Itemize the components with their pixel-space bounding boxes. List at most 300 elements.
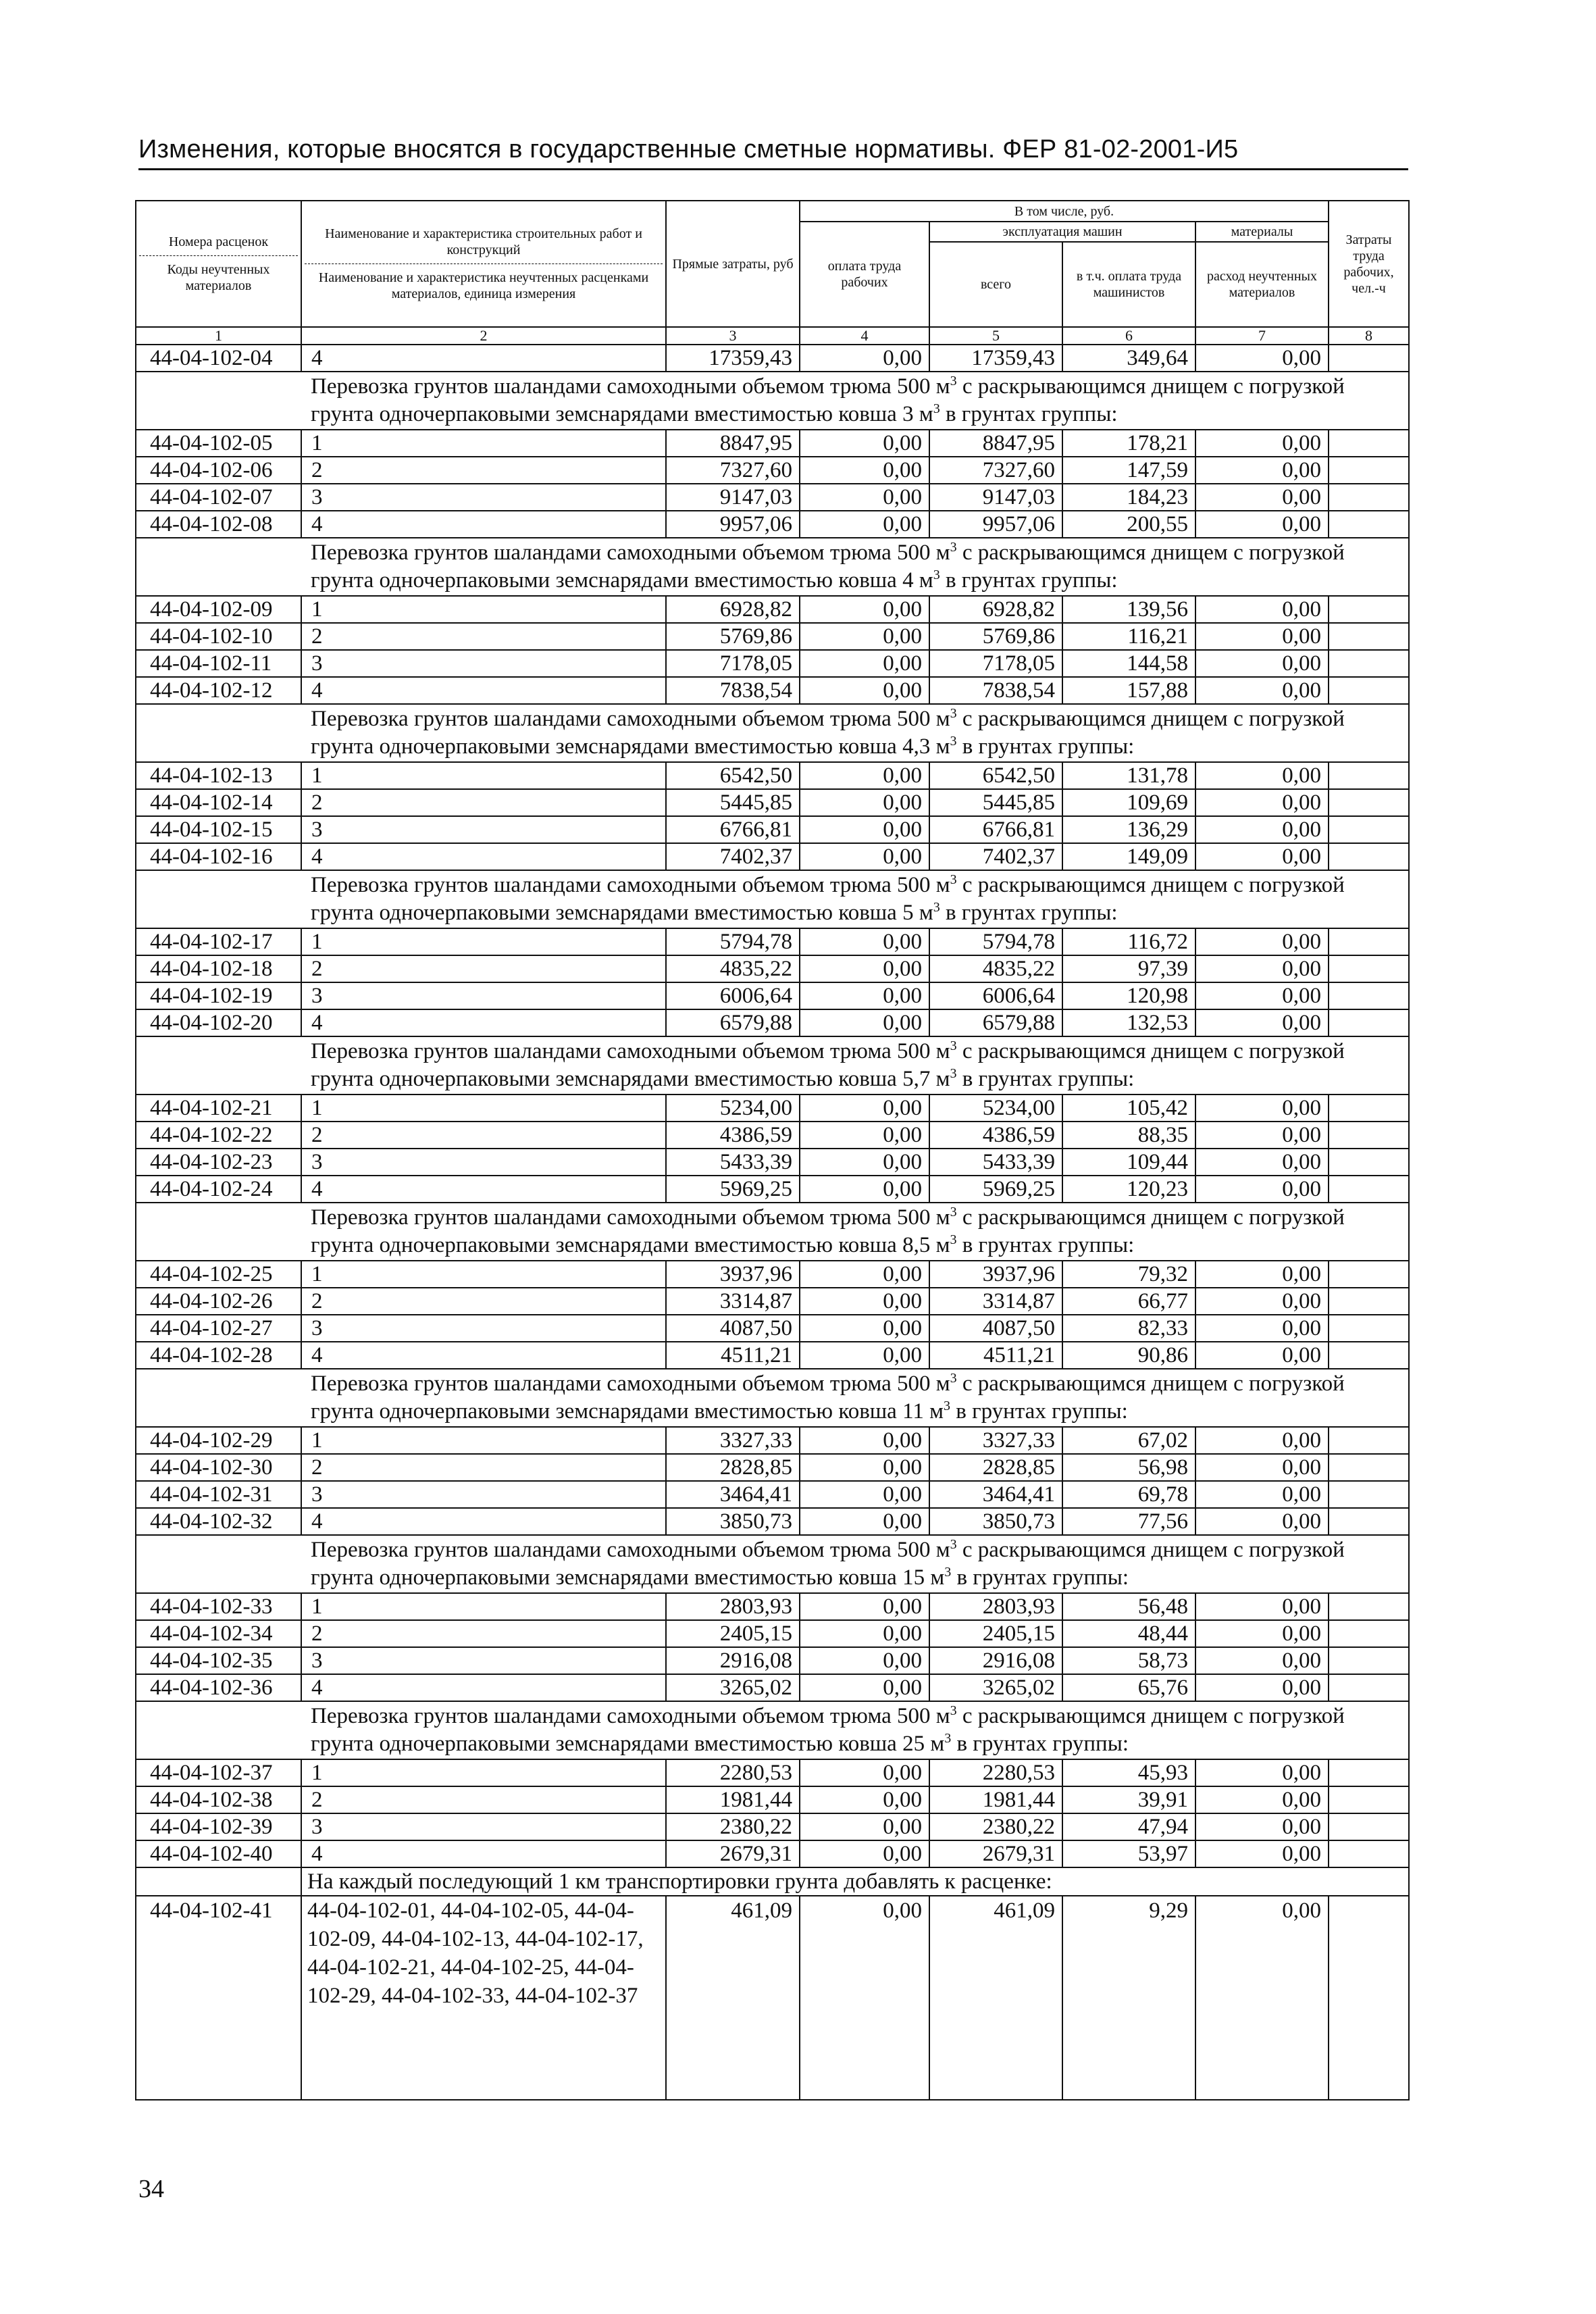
rate-code: 44-04-102-31 [136,1481,301,1508]
soil-group: 4 [301,511,666,538]
rate-code: 44-04-102-39 [136,1813,301,1840]
direct-costs: 1981,44 [666,1786,800,1813]
table-row [136,1759,1409,1786]
header-names-top: Наименование и характеристика строительных работ и конструкций [325,226,642,257]
header-codes-bottom: Коды неучтенных материалов [139,255,298,294]
labor-pay: 0,00 [800,1261,929,1288]
note-spacer [136,1867,301,1896]
table-row [136,1315,1409,1342]
machinist-pay: 116,21 [1062,623,1195,650]
machinist-pay: 67,02 [1062,1427,1195,1454]
labor-pay: 0,00 [800,430,929,457]
direct-costs: 7838,54 [666,677,800,704]
soil-group: 1 [301,1593,666,1620]
machines-total: 17359,43 [929,345,1062,372]
labor-hours [1329,430,1409,457]
materials-consumption: 0,00 [1195,1647,1329,1674]
section-header-row [136,1036,1409,1095]
note-text: На каждый последующий 1 км транспортировки грунта добавлять к расценке: [301,1867,1409,1896]
materials-consumption: 0,00 [1195,816,1329,843]
materials-consumption: 0,00 [1195,1261,1329,1288]
soil-group: 3 [301,1647,666,1674]
machines-total: 7838,54 [929,677,1062,704]
superscript: 3 [950,1537,957,1552]
header-direct-costs: Прямые затраты, руб [666,201,800,327]
machinist-pay: 58,73 [1062,1647,1195,1674]
labor-hours [1329,1009,1409,1036]
soil-group: 4 [301,1342,666,1369]
section-text-middle: с раскрывающимся днищем с погрузкой грунта одночерпаковыми земснарядами вместимостью ковша 8,5 м [311,1205,1345,1257]
materials-consumption: 0,00 [1195,1508,1329,1535]
rate-code: 44-04-102-27 [136,1315,301,1342]
section-text-middle: с раскрывающимся днищем с погрузкой грунта одночерпаковыми земснарядами вместимостью ковша 11 м [311,1372,1345,1424]
section-text-start: Перевозка грунтов шаландами самоходными объемом трюма 500 м [311,1205,950,1230]
machines-total: 2380,22 [929,1813,1062,1840]
table-row [136,1647,1409,1674]
materials-consumption: 0,00 [1195,1315,1329,1342]
section-header-row [136,870,1409,928]
machines-total: 461,09 [929,1896,1062,2100]
section-description [301,538,1409,596]
table-row [136,1261,1409,1288]
rate-code: 44-04-102-22 [136,1122,301,1149]
soil-group: 3 [301,816,666,843]
machinist-pay: 56,48 [1062,1593,1195,1620]
superscript: 3 [950,1371,957,1386]
labor-pay: 0,00 [800,484,929,511]
section-header-row [136,372,1409,430]
rate-code: 44-04-102-29 [136,1427,301,1454]
table-row [136,789,1409,816]
header-group-materials: материалы [1195,222,1329,242]
header-group-all: В том числе, руб. [800,201,1329,222]
machines-total: 2828,85 [929,1454,1062,1481]
direct-costs: 4511,21 [666,1342,800,1369]
column-number: 2 [301,327,666,345]
machines-total: 4087,50 [929,1315,1062,1342]
machinist-pay: 82,33 [1062,1315,1195,1342]
soil-group: 2 [301,1620,666,1647]
labor-hours [1329,816,1409,843]
header-materials-consumption: расход неучтенных материалов [1195,242,1329,327]
section-text-start: Перевозка грунтов шаландами самоходными объемом трюма 500 м [311,374,950,399]
materials-consumption: 0,00 [1195,650,1329,677]
norms-table [135,200,1410,2101]
rate-code: 44-04-102-20 [136,1009,301,1036]
materials-consumption: 0,00 [1195,596,1329,623]
machines-total: 7327,60 [929,457,1062,484]
rate-code: 44-04-102-09 [136,596,301,623]
soil-group: 1 [301,1427,666,1454]
direct-costs: 5769,86 [666,623,800,650]
machines-total: 2916,08 [929,1647,1062,1674]
direct-costs: 4087,50 [666,1315,800,1342]
labor-hours [1329,1149,1409,1176]
table-row [136,430,1409,457]
table-row [136,1593,1409,1620]
section-text-end: в грунтах группы: [939,402,1118,426]
materials-consumption: 0,00 [1195,1149,1329,1176]
labor-pay: 0,00 [800,1122,929,1149]
labor-pay: 0,00 [800,1149,929,1176]
machines-total: 5445,85 [929,789,1062,816]
materials-consumption: 0,00 [1195,955,1329,982]
machines-total: 3314,87 [929,1288,1062,1315]
labor-hours [1329,762,1409,789]
rate-code: 44-04-102-17 [136,928,301,955]
machinist-pay: 131,78 [1062,762,1195,789]
section-text-start: Перевозка грунтов шаландами самоходными объемом трюма 500 м [311,707,950,731]
direct-costs: 6579,88 [666,1009,800,1036]
machines-total: 6766,81 [929,816,1062,843]
soil-group: 3 [301,1813,666,1840]
table-row [136,1508,1409,1535]
header-codes-top: Номера расценок [168,234,269,249]
labor-hours [1329,1620,1409,1647]
rate-code: 44-04-102-11 [136,650,301,677]
machinist-pay: 149,09 [1062,843,1195,870]
labor-pay: 0,00 [800,1593,929,1620]
rate-code: 44-04-102-40 [136,1840,301,1867]
machinist-pay: 120,23 [1062,1176,1195,1203]
superscript: 3 [944,1399,950,1413]
soil-group: 2 [301,1786,666,1813]
table-row [136,816,1409,843]
superscript: 3 [950,374,957,388]
machines-total: 2405,15 [929,1620,1062,1647]
superscript: 3 [950,1232,957,1247]
machines-total: 2280,53 [929,1759,1062,1786]
table-row [136,928,1409,955]
section-text-middle: с раскрывающимся днищем с погрузкой грунта одночерпаковыми земснарядами вместимостью ковша 5,7 м [311,1039,1345,1091]
materials-consumption: 0,00 [1195,484,1329,511]
column-number: 7 [1195,327,1329,345]
materials-consumption: 0,00 [1195,1786,1329,1813]
superscript: 3 [944,1565,952,1580]
machinist-pay: 45,93 [1062,1759,1195,1786]
labor-hours [1329,650,1409,677]
table-row [136,1813,1409,1840]
machinist-pay: 79,32 [1062,1261,1195,1288]
table-row [136,1288,1409,1315]
labor-pay: 0,00 [800,762,929,789]
section-text-end: в грунтах группы: [956,1233,1135,1257]
machinist-pay: 65,76 [1062,1674,1195,1701]
labor-hours [1329,457,1409,484]
labor-hours [1329,982,1409,1009]
materials-consumption: 0,00 [1195,1481,1329,1508]
column-number: 4 [800,327,929,345]
direct-costs: 7178,05 [666,650,800,677]
labor-hours [1329,511,1409,538]
labor-hours [1329,955,1409,982]
materials-consumption: 0,00 [1195,1122,1329,1149]
section-description [301,372,1409,430]
note-row [136,1867,1409,1896]
section-text-end: в грунтах группы: [951,1565,1129,1590]
labor-pay: 0,00 [800,650,929,677]
labor-hours [1329,484,1409,511]
labor-hours [1329,1342,1409,1369]
labor-hours [1329,1674,1409,1701]
direct-costs: 9147,03 [666,484,800,511]
applies-to-rates: 44-04-102-01, 44-04-102-05, 44-04-102-09, 44-04-102-13, 44-04-102-17, 44-04-102-21, 44-04-102-25, 44-04-102-29, 44-04-102-33, 44-04-102-37 [301,1896,666,2100]
labor-pay: 0,00 [800,1315,929,1342]
section-description [301,1701,1409,1759]
labor-pay: 0,00 [800,1508,929,1535]
rate-code: 44-04-102-10 [136,623,301,650]
machines-total: 7178,05 [929,650,1062,677]
materials-consumption: 0,00 [1195,1288,1329,1315]
direct-costs: 17359,43 [666,345,800,372]
column-number: 6 [1062,327,1195,345]
section-text-middle: с раскрывающимся днищем с погрузкой грунта одночерпаковыми земснарядами вместимостью ковша 4,3 м [311,707,1345,759]
labor-hours [1329,1896,1409,2100]
section-header-row [136,704,1409,762]
section-spacer [136,1369,301,1427]
direct-costs: 4835,22 [666,955,800,982]
rate-code: 44-04-102-41 [136,1896,301,2100]
table-row [136,457,1409,484]
section-text-end: в грунтах группы: [939,568,1118,593]
superscript: 3 [950,1703,957,1718]
labor-hours [1329,1647,1409,1674]
labor-pay: 0,00 [800,1813,929,1840]
soil-group: 4 [301,1508,666,1535]
table-row [136,484,1409,511]
labor-pay: 0,00 [800,1620,929,1647]
table-row [136,596,1409,623]
soil-group: 2 [301,1288,666,1315]
section-text-start: Перевозка грунтов шаландами самоходными объемом трюма 500 м [311,540,950,565]
labor-pay: 0,00 [800,1840,929,1867]
rate-code: 44-04-102-28 [136,1342,301,1369]
superscript: 3 [950,734,957,749]
rate-code: 44-04-102-26 [136,1288,301,1315]
labor-hours [1329,789,1409,816]
soil-group: 1 [301,1759,666,1786]
labor-hours [1329,1288,1409,1315]
section-spacer [136,1701,301,1759]
materials-consumption: 0,00 [1195,345,1329,372]
rate-code: 44-04-102-12 [136,677,301,704]
direct-costs: 3265,02 [666,1674,800,1701]
labor-hours [1329,1122,1409,1149]
materials-consumption: 0,00 [1195,1342,1329,1369]
soil-group: 4 [301,843,666,870]
machinist-pay: 39,91 [1062,1786,1195,1813]
direct-costs: 3850,73 [666,1508,800,1535]
materials-consumption: 0,00 [1195,1813,1329,1840]
machines-total: 9957,06 [929,511,1062,538]
labor-hours [1329,1759,1409,1786]
section-text-start: Перевозка грунтов шаландами самоходными объемом трюма 500 м [311,1039,950,1063]
superscript: 3 [950,706,957,721]
section-description [301,1369,1409,1427]
machinist-pay: 109,69 [1062,789,1195,816]
direct-costs: 7327,60 [666,457,800,484]
materials-consumption: 0,00 [1195,623,1329,650]
labor-pay: 0,00 [800,1288,929,1315]
labor-hours [1329,1813,1409,1840]
labor-hours [1329,623,1409,650]
labor-pay: 0,00 [800,1095,929,1122]
labor-pay: 0,00 [800,928,929,955]
rate-code: 44-04-102-19 [136,982,301,1009]
materials-consumption: 0,00 [1195,677,1329,704]
header-labor-pay: оплата труда рабочих [800,222,929,327]
table-row [136,677,1409,704]
direct-costs: 2405,15 [666,1620,800,1647]
column-number: 5 [929,327,1062,345]
section-description [301,870,1409,928]
labor-pay: 0,00 [800,345,929,372]
materials-consumption: 0,00 [1195,1176,1329,1203]
rate-code: 44-04-102-07 [136,484,301,511]
rate-code: 44-04-102-18 [136,955,301,982]
rate-code: 44-04-102-32 [136,1508,301,1535]
section-spacer [136,1535,301,1593]
section-text-middle: с раскрывающимся днищем с погрузкой грунта одночерпаковыми земснарядами вместимостью ковша 25 м [311,1704,1345,1756]
section-text-end: в грунтах группы: [951,1732,1129,1756]
direct-costs: 5794,78 [666,928,800,955]
soil-group: 3 [301,1149,666,1176]
materials-consumption: 0,00 [1195,1674,1329,1701]
header-codes [136,201,301,327]
section-text-end: в грунтах группы: [950,1399,1128,1424]
table-row [136,511,1409,538]
soil-group: 4 [301,677,666,704]
section-header-row [136,1535,1409,1593]
header-names-bottom: Наименование и характеристика неучтенных расценками материалов, единица измерения [305,263,663,302]
rate-code: 44-04-102-24 [136,1176,301,1203]
direct-costs: 3937,96 [666,1261,800,1288]
machinist-pay: 53,97 [1062,1840,1195,1867]
materials-consumption: 0,00 [1195,511,1329,538]
machinist-pay: 56,98 [1062,1454,1195,1481]
section-text-start: Перевозка грунтов шаландами самоходными объемом трюма 500 м [311,1372,950,1396]
section-header-row [136,1701,1409,1759]
direct-costs: 461,09 [666,1896,800,2100]
machines-total: 2679,31 [929,1840,1062,1867]
column-number: 1 [136,327,301,345]
section-text-start: Перевозка грунтов шаландами самоходными объемом трюма 500 м [311,1538,950,1562]
labor-hours [1329,928,1409,955]
labor-hours [1329,1315,1409,1342]
materials-consumption: 0,00 [1195,789,1329,816]
table-row [136,843,1409,870]
page-header-title: Изменения, которые вносятся в государственные сметные нормативы. ФЕР 81-02-2001-И5 [138,135,1408,170]
rate-code: 44-04-102-37 [136,1759,301,1786]
direct-costs: 2828,85 [666,1454,800,1481]
machines-total: 5969,25 [929,1176,1062,1203]
machinist-pay: 139,56 [1062,596,1195,623]
rate-code: 44-04-102-25 [136,1261,301,1288]
table-row [136,1009,1409,1036]
labor-pay: 0,00 [800,1342,929,1369]
section-description [301,1036,1409,1095]
materials-consumption: 0,00 [1195,1620,1329,1647]
labor-hours [1329,1840,1409,1867]
machines-total: 4386,59 [929,1122,1062,1149]
labor-hours [1329,1786,1409,1813]
table-row [136,1095,1409,1122]
labor-pay: 0,00 [800,1786,929,1813]
column-number: 8 [1329,327,1409,345]
machinist-pay: 77,56 [1062,1508,1195,1535]
machinist-pay: 144,58 [1062,650,1195,677]
table-row [136,955,1409,982]
labor-hours [1329,1593,1409,1620]
soil-group: 4 [301,1176,666,1203]
soil-group: 2 [301,1454,666,1481]
superscript: 3 [944,1731,952,1746]
table-row [136,1176,1409,1203]
table-row [136,1786,1409,1813]
column-number: 3 [666,327,800,345]
header-group-machines: эксплуатация машин [929,222,1195,242]
soil-group: 4 [301,1674,666,1701]
materials-consumption: 0,00 [1195,1454,1329,1481]
section-header-row [136,1203,1409,1261]
soil-group: 1 [301,596,666,623]
rate-code: 44-04-102-08 [136,511,301,538]
direct-costs: 5433,39 [666,1149,800,1176]
labor-hours [1329,1176,1409,1203]
labor-pay: 0,00 [800,816,929,843]
labor-hours [1329,1095,1409,1122]
labor-pay: 0,00 [800,955,929,982]
header-machines-total: всего [929,242,1062,327]
soil-group: 3 [301,1315,666,1342]
page-number: 34 [138,2175,164,2203]
section-spacer [136,538,301,596]
direct-costs: 9957,06 [666,511,800,538]
soil-group: 3 [301,484,666,511]
superscript: 3 [933,900,940,915]
direct-costs: 2679,31 [666,1840,800,1867]
labor-hours [1329,1427,1409,1454]
machinist-pay: 136,29 [1062,816,1195,843]
machinist-pay: 48,44 [1062,1620,1195,1647]
labor-pay: 0,00 [800,1481,929,1508]
soil-group: 3 [301,982,666,1009]
table-row [136,1122,1409,1149]
direct-costs: 3327,33 [666,1427,800,1454]
labor-hours [1329,1508,1409,1535]
machines-total: 5433,39 [929,1149,1062,1176]
machines-total: 6928,82 [929,596,1062,623]
soil-group: 2 [301,789,666,816]
labor-pay: 0,00 [800,1647,929,1674]
labor-pay: 0,00 [800,982,929,1009]
machinist-pay: 120,98 [1062,982,1195,1009]
direct-costs: 6766,81 [666,816,800,843]
superscript: 3 [950,1205,957,1219]
section-text-end: в грунтах группы: [956,1067,1135,1091]
rate-code: 44-04-102-06 [136,457,301,484]
labor-hours [1329,1454,1409,1481]
soil-group: 2 [301,1122,666,1149]
table-row [136,1620,1409,1647]
direct-costs: 6542,50 [666,762,800,789]
section-text-middle: с раскрывающимся днищем с погрузкой грунта одночерпаковыми земснарядами вместимостью ковша 3 м [311,374,1345,426]
machines-total: 3327,33 [929,1427,1062,1454]
labor-pay: 0,00 [800,1759,929,1786]
machines-total: 8847,95 [929,430,1062,457]
soil-group: 2 [301,955,666,982]
direct-costs: 8847,95 [666,430,800,457]
